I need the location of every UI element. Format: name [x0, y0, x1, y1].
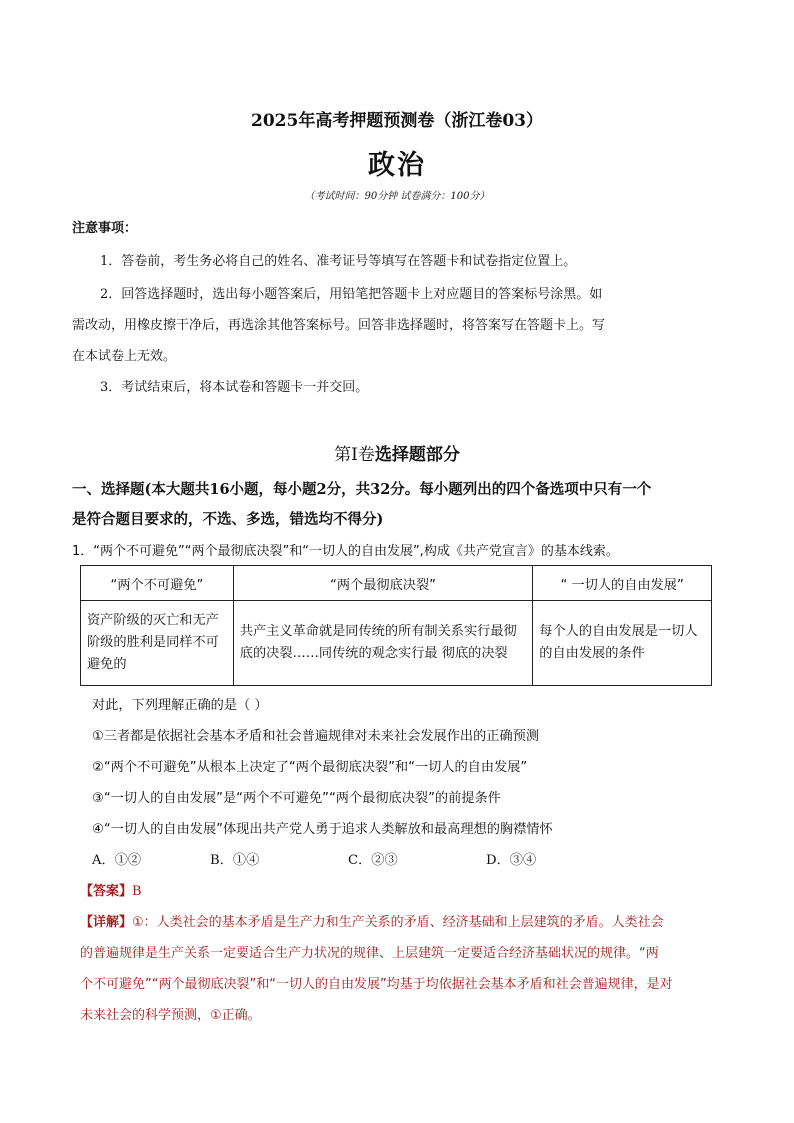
notice-item-1: 1．答卷前，考生务必将自己的姓名、准考证号等填写在答题卡和试卷指定位置上。	[100, 254, 577, 269]
statement-3: ③“一切人的自由发展”是“两个不可避免”“两个最彻底决裂”的前提条件	[92, 791, 501, 806]
detail-text-1: ①：人类社会的基本矛盾是生产力和生产关系的矛盾、经济基础和上层建筑的矛盾。人类社会	[132, 915, 664, 930]
table-cell: 共产主义革命就是同传统的所有制关系实行最彻底的决裂……同传统的观念实行最 彻底的决裂	[233, 601, 533, 686]
detail-line-2: 的普遍规律是生产关系一定要适合生产力状况的规律、上层建筑一定要适合经济基础状况的规律。“两	[80, 946, 659, 961]
detail-line-1	[80, 911, 664, 930]
table-header-row	[81, 566, 712, 601]
option-a: A．①②	[92, 853, 142, 868]
notice-heading: 注意事项：	[72, 221, 138, 236]
section-prefix: 第Ⅰ卷	[334, 445, 375, 465]
answer-value: B	[132, 884, 142, 899]
table-row	[81, 601, 712, 686]
subject-title: 政治	[368, 150, 426, 181]
exam-info: （考试时间：90分钟 试卷满分：100分）	[304, 191, 490, 202]
notice-item-2-cont: 需改动，用橡皮擦干净后，再选涂其他答案标号。回答非选择题时，将答案写在答题卡上。写	[72, 318, 606, 333]
choice-heading-line1: 一、选择题(本大题共16小题，每小题2分，共32分。每小题列出的四个备选项中只有一个	[72, 481, 652, 498]
option-b: B．①④	[210, 853, 260, 868]
statement-2: ②“两个不可避免”从根本上决定了“两个最彻底决裂”和“一切人的自由发展”	[92, 760, 528, 775]
section-title	[0, 440, 794, 465]
paper-title: 2025年高考押题预测卷（浙江卷03）	[251, 111, 543, 131]
detail-line-4: 未来社会的科学预测，①正确。	[80, 1008, 261, 1023]
detail-label: 【详解】	[80, 915, 133, 930]
choice-heading-line2: 是符合题目要求的，不选、多选，错选均不得分)	[72, 511, 384, 528]
statement-4: ④“一切人的自由发展”体现出共产党人勇于追求人类解放和最高理想的胸襟情怀	[92, 822, 553, 837]
answer-label: 【答案】	[80, 884, 133, 899]
table-cell: 资产阶级的灭亡和无产阶级的胜利是同样不可避免的	[81, 601, 234, 686]
section-name: 选择题部分	[374, 445, 460, 465]
statement-1: ①三者都是依据社会基本矛盾和社会普遍规律对未来社会发展作出的正确预测	[92, 729, 540, 744]
question-stem: 1．“两个不可避免”“两个最彻底决裂”和“一切人的自由发展”,构成《共产党宣言》的基本线索。	[72, 544, 619, 559]
notice-item-2: 2．回答选择题时，选出每小题答案后，用铅笔把答题卡上对应题目的答案标号涂黑。如	[100, 287, 603, 302]
question-table	[80, 565, 712, 686]
notice-item-2-end: 在本试卷上无效。	[72, 349, 177, 364]
detail-line-3: 个不可避免”“两个最彻底决裂”和“一切人的自由发展”均基于均依据社会基本矛盾和社会普遍规律，是对	[80, 977, 673, 992]
question-prompt: 对此，下列理解正确的是（ ）	[92, 698, 268, 713]
table-header-cell: “两个不可避免”	[81, 566, 234, 601]
table-cell: 每个人的自由发展是一切人的自由发展的条件	[533, 601, 712, 686]
option-c: C．②③	[348, 853, 398, 868]
table-header-cell: “两个最彻底决裂”	[233, 566, 533, 601]
answer-line	[80, 880, 142, 899]
option-d: D．③④	[486, 853, 537, 868]
notice-item-3: 3．考试结束后，将本试卷和答题卡一并交回。	[100, 380, 369, 395]
table-header-cell: “ 一切人的自由发展”	[533, 566, 712, 601]
